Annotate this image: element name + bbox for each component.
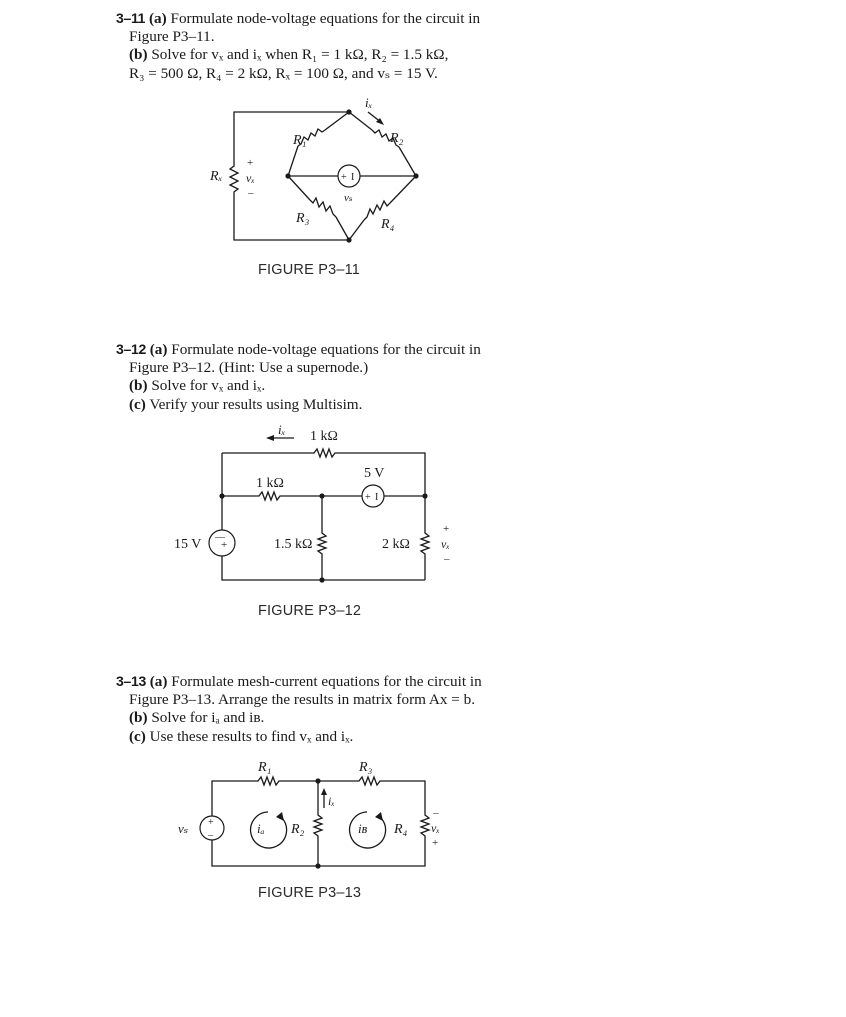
plus-sign: + [365,492,371,503]
problem-number: 3–13 [116,673,146,689]
label-r-mid: 1 kΩ [256,476,284,491]
source-polarity-bar: I [351,172,355,183]
arrow-head [276,812,284,821]
label-vx: vₓ [431,821,440,835]
part-label: (a) [149,341,168,358]
label-r3: R₃ [296,211,310,226]
part-label: (a) [148,10,167,27]
problem-text: Formulate node-voltage equations for the circuit in [166,10,481,27]
part-label: (c) [129,727,146,745]
label-rx: Rₓ [210,169,223,184]
label-ix: iₓ [278,422,286,437]
minus-sign: – [433,807,439,819]
label-r-2k: 2 kΩ [382,537,410,552]
node [315,778,320,783]
minus-sign: – [444,553,450,565]
plus-sign: + [208,817,214,828]
label-r1: R₁ [293,133,307,148]
arrow-head [375,812,383,821]
problem-text: Solve for vₓ and iₓ. [147,377,266,395]
problem-number: 3–11 [116,10,146,26]
part-label: (b) [129,46,148,64]
label-vs: vₛ [178,821,189,836]
label-ia: iₐ [257,821,265,836]
label-r1: R₁ [258,760,272,775]
label-r-1-5k: 1.5 kΩ [274,537,313,552]
plus-sign: + [443,523,450,535]
label-r-top: 1 kΩ [310,429,338,444]
label-5v: 5 V [364,466,385,481]
figure-caption: FIGURE P3–12 [258,603,362,619]
label-vx: vₓ [441,537,450,551]
wire [212,781,255,816]
resistor-r2 [314,812,322,840]
problem-text: Formulate mesh-current equations for the circuit in [167,673,482,690]
minus-sign: – [208,830,213,841]
problem-text: R₃ = 500 Ω, R₄ = 2 kΩ, Rₓ = 100 Ω, and vₛ = 15 V. [129,64,438,82]
plus-sign: + [247,157,254,169]
problem-text: Verify your results using Multisim. [145,395,363,413]
problem-text: Figure P3–12. (Hint: Use a supernode.) [129,359,369,377]
label-vx: vₓ [246,171,255,185]
figure-caption: FIGURE P3–11 [258,262,361,278]
resistor-r4 [421,812,429,842]
label-ib: iʙ [358,821,368,836]
part-label: (a) [149,673,168,690]
problem-text: Use these results to find vₓ and iₓ. [145,727,354,745]
figure-caption: FIGURE P3–13 [258,885,362,901]
resistor-r1 [255,777,282,785]
resistor-r3 [356,777,383,785]
problem-text: Figure P3–11. [129,28,215,46]
problem-text: Solve for vₓ and iₓ when R₁ = 1 kΩ, R₂ = 1.5 kΩ, [147,46,449,64]
source-polarity-bar: I [375,492,379,503]
arrow-head [321,788,327,795]
plus-sign: + [221,539,228,551]
label-r2: R₂ [291,822,305,837]
problem-text: Figure P3–13. Arrange the results in matrix form Ax = b. [129,691,476,709]
wire [383,781,425,812]
node [315,863,320,868]
label-ix: iₓ [328,794,335,808]
part-label: (b) [129,709,148,727]
label-vs: vₛ [344,192,353,204]
problem-number: 3–12 [116,341,146,357]
problem-text: Solve for iₐ and iʙ. [147,709,265,727]
problem-text: Formulate node-voltage equations for the circuit in [167,341,481,358]
source-polarity-bar: — [215,532,225,543]
label-r3: R₃ [359,760,373,775]
plus-sign: + [341,172,347,183]
label-r4: R₄ [394,822,408,837]
label-15v: 15 V [174,537,202,552]
plus-sign: + [432,837,439,849]
label-ix: iₓ [365,95,373,110]
part-label: (c) [129,395,146,413]
label-r2: R₂ [390,131,404,146]
part-label: (b) [129,377,148,395]
label-r4: R₄ [381,217,395,232]
minus-sign: – [248,187,254,199]
